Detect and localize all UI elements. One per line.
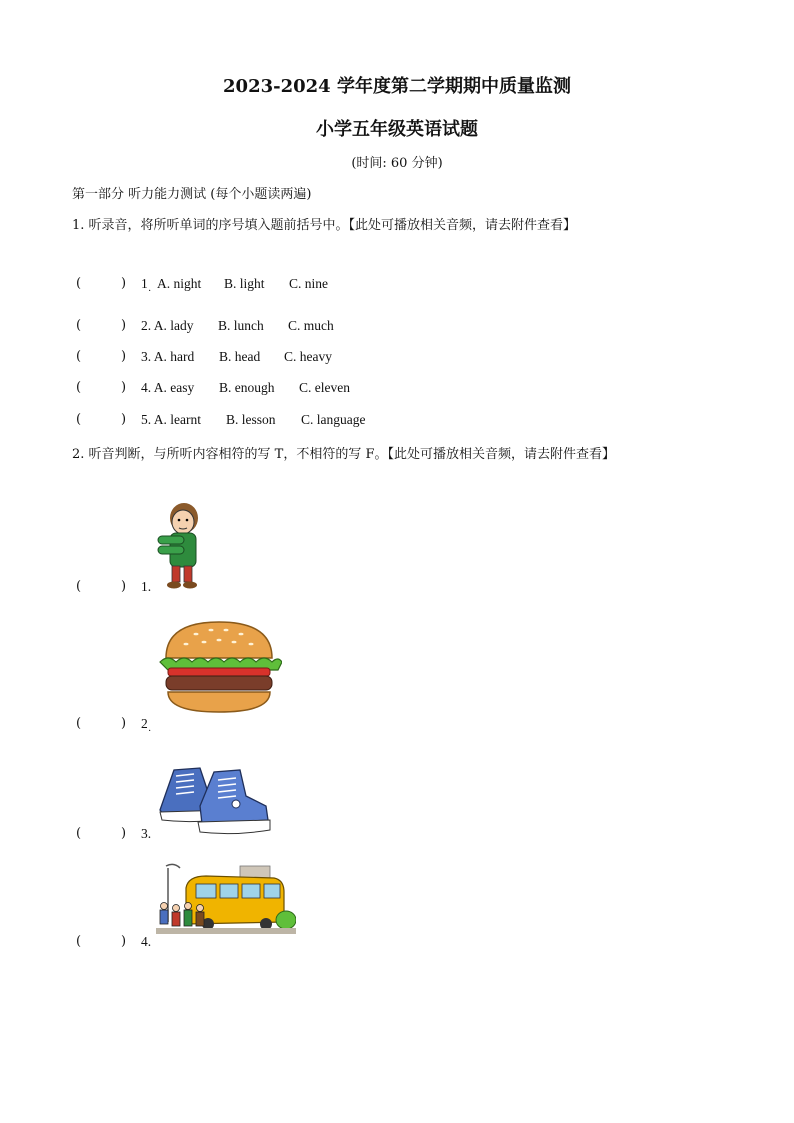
- answer-bracket-close: ): [121, 579, 127, 594]
- answer-bracket-close: ): [121, 934, 127, 949]
- answer-bracket-open: (: [76, 349, 82, 364]
- item-number: 4.: [141, 934, 152, 949]
- stray-dot: ·: [148, 286, 152, 297]
- item-number: 2: [141, 716, 148, 731]
- answer-bracket-open: (: [76, 716, 82, 731]
- item-number: 1: [141, 276, 148, 291]
- option-b: B. enough: [219, 380, 275, 395]
- item-number-option-a: 2. A. lady: [141, 318, 194, 333]
- option-b: B. head: [219, 349, 261, 364]
- answer-bracket-close: ): [121, 412, 127, 427]
- answer-bracket-open: (: [76, 826, 82, 841]
- hamburger-icon: [156, 618, 282, 716]
- option-b: B. lunch: [218, 318, 264, 333]
- option-c: C. heavy: [284, 349, 332, 364]
- answer-bracket-close: ): [121, 380, 127, 395]
- option-c: C. nine: [289, 276, 328, 291]
- time-note: (时间: 60 分钟): [351, 156, 443, 171]
- option-b: B. lesson: [226, 412, 276, 427]
- bus-stop-icon: [156, 862, 296, 944]
- page-title: 2023-2024 学年度第二学期期中质量监测: [223, 76, 571, 97]
- answer-bracket-close: ): [121, 276, 127, 291]
- option-b: B. light: [224, 276, 265, 291]
- option-c: C. much: [288, 318, 334, 333]
- stray-dot: ·: [148, 726, 152, 737]
- item-number: 3.: [141, 826, 152, 841]
- answer-bracket-open: (: [76, 318, 82, 333]
- answer-bracket-close: ): [121, 826, 127, 841]
- boy-cold-icon: [150, 500, 212, 592]
- item-number-option-a: 5. A. learnt: [141, 412, 201, 427]
- answer-bracket-open: (: [76, 380, 82, 395]
- option-c: C. language: [301, 412, 366, 427]
- answer-bracket-open: (: [76, 276, 82, 291]
- answer-bracket-close: ): [121, 349, 127, 364]
- question-2-instruction: 2. 听音判断，与所听内容相符的写 T，不相符的写 F。【此处可播放相关音频，请去附件查看】: [72, 447, 615, 462]
- answer-bracket-open: (: [76, 934, 82, 949]
- section-heading: 第一部分 听力能力测试 (每个小题读两遍): [72, 187, 312, 202]
- page-subtitle: 小学五年级英语试题: [316, 119, 478, 140]
- sneakers-icon: [156, 762, 274, 838]
- question-1-instruction: 1. 听录音，将所听单词的序号填入题前括号中。【此处可播放相关音频，请去附件查看】: [72, 218, 577, 233]
- item-number-option-a: 4. A. easy: [141, 380, 195, 395]
- option-c: C. eleven: [299, 380, 350, 395]
- item-number: 1.: [141, 579, 152, 594]
- answer-bracket-open: (: [76, 579, 82, 594]
- answer-bracket-close: ): [121, 318, 127, 333]
- option-a: A. night: [157, 276, 202, 291]
- answer-bracket-open: (: [76, 412, 82, 427]
- answer-bracket-close: ): [121, 716, 127, 731]
- item-number-option-a: 3. A. hard: [141, 349, 195, 364]
